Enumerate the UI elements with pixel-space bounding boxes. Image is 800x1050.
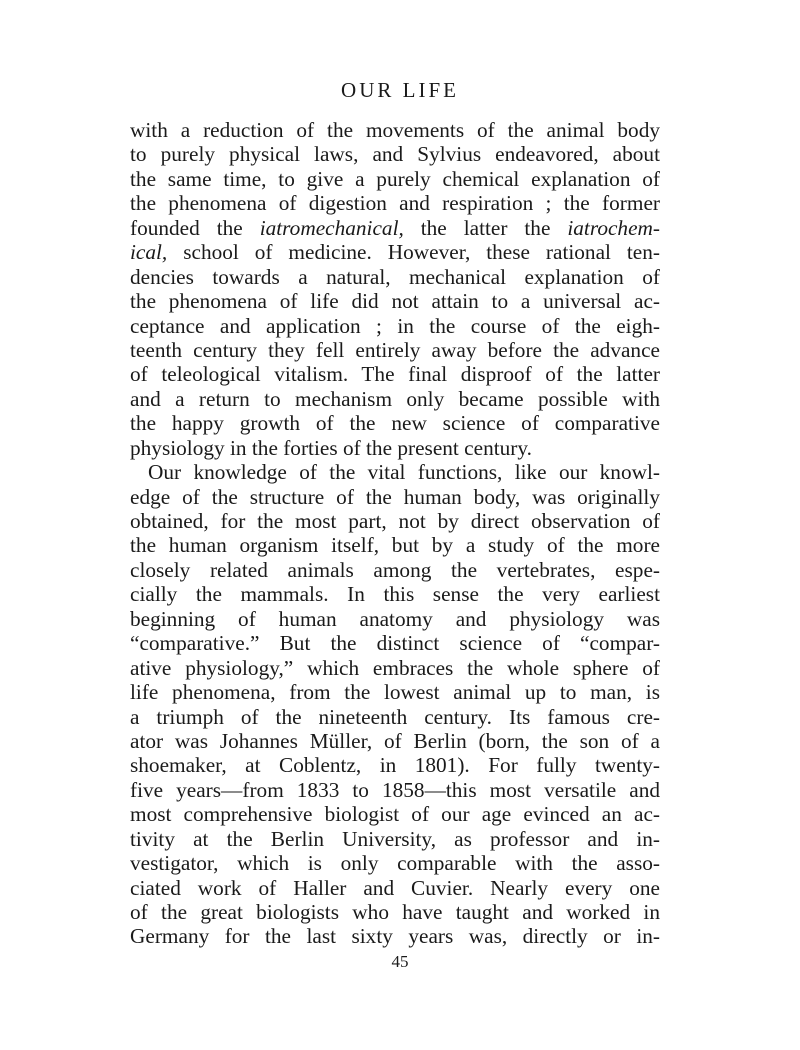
text-line	[130, 876, 660, 900]
text-line	[130, 289, 660, 313]
text-run: the human organism itself, but by a study of the more	[130, 533, 660, 558]
text-run: cially the mammals. In this sense the very earliest	[130, 582, 660, 607]
text-line	[130, 411, 660, 435]
text-run: beginning of human anatomy and physiology was	[130, 606, 660, 631]
text-line	[130, 705, 660, 729]
italic-term: ical,	[130, 240, 168, 265]
text-run: with a reduction of the movements of the animal body	[130, 118, 660, 142]
text-line	[130, 802, 660, 826]
text-line	[130, 729, 660, 753]
text-run: Our knowledge of the vital functions, like our knowl-	[148, 460, 660, 485]
text-run: most comprehensive biologist of our age evinced an ac-	[130, 802, 660, 827]
text-line	[130, 338, 660, 362]
text-run: ative physiology,” which embraces the whole sphere of	[130, 655, 660, 680]
text-run: five years—from 1833 to 1858—this most versatile and	[130, 777, 660, 802]
running-head: OUR LIFE	[341, 78, 459, 102]
text-run: ator was Johannes Müller, of Berlin (born, the son of a	[130, 728, 660, 753]
text-run: Germany for the last sixty years was, directly or in-	[130, 924, 660, 949]
text-line	[130, 851, 660, 875]
text-run: school of medicine. However, these rational ten-	[167, 240, 660, 265]
page-number: 45	[391, 952, 409, 971]
text-run: founded the	[130, 215, 260, 240]
text-line	[130, 362, 660, 386]
text-run: ciated work of Haller and Cuvier. Nearly every one	[130, 875, 660, 900]
text-line	[130, 533, 660, 557]
text-run: edge of the structure of the human body, was originally	[130, 484, 660, 509]
text-line	[130, 631, 660, 655]
text-run: closely related animals among the vertebrates, espe-	[130, 557, 660, 582]
text-line	[130, 778, 660, 802]
text-run: dencies towards a natural, mechanical explanation of	[130, 264, 660, 289]
text-line	[130, 118, 660, 142]
text-line	[130, 656, 660, 680]
text-line	[130, 924, 660, 948]
text-run: the phenomena of life did not attain to a universal ac-	[130, 289, 660, 314]
italic-term: iatrochem-	[567, 215, 660, 240]
text-line	[130, 680, 660, 704]
text-line	[130, 753, 660, 777]
text-line	[130, 607, 660, 631]
text-run: teenth century they fell entirely away before the advance	[130, 337, 660, 362]
text-line	[130, 191, 660, 215]
text-run: vestigator, which is only comparable with the asso-	[130, 851, 660, 876]
text-line	[130, 265, 660, 289]
text-run: “comparative.” But the distinct science of “compar-	[130, 631, 660, 656]
text-run: shoemaker, at Coblentz, in 1801). For fully twenty-	[130, 753, 660, 778]
text-run: and a return to mechanism only became possible with	[130, 386, 660, 411]
text-line	[130, 387, 660, 411]
text-run: of the great biologists who have taught and worked in	[130, 900, 660, 924]
text-run: the phenomena of digestion and respiration ; the former	[130, 191, 660, 216]
text-line	[130, 900, 660, 924]
text-line	[130, 460, 660, 484]
text-line	[130, 314, 660, 338]
italic-term: iatromechanical,	[259, 215, 404, 240]
text-line	[130, 558, 660, 582]
text-run: to purely physical laws, and Sylvius endeavored, about	[130, 142, 660, 167]
text-run: of teleological vitalism. The final disproof of the latter	[130, 362, 660, 387]
text-line	[130, 142, 660, 166]
text-line	[130, 509, 660, 533]
text-run: the latter the	[403, 215, 568, 240]
text-run: the happy growth of the new science of comparative	[130, 411, 660, 436]
text-run: obtained, for the most part, not by direct observation of	[130, 509, 660, 533]
body-text	[130, 118, 660, 949]
text-run: life phenomena, from the lowest animal up to man, is	[130, 680, 660, 705]
text-run: ceptance and application ; in the course of the eigh-	[130, 313, 660, 338]
text-run: physiology in the forties of the present century.	[130, 435, 532, 460]
text-line	[130, 485, 660, 509]
text-run: the same time, to give a purely chemical explanation of	[130, 166, 660, 191]
text-line	[130, 827, 660, 851]
text-line	[130, 436, 660, 460]
text-line	[130, 582, 660, 606]
text-run: a triumph of the nineteenth century. Its famous cre-	[130, 704, 660, 729]
text-line	[130, 167, 660, 191]
text-line	[130, 240, 660, 264]
text-line	[130, 216, 660, 240]
text-run: tivity at the Berlin University, as professor and in-	[130, 826, 660, 851]
